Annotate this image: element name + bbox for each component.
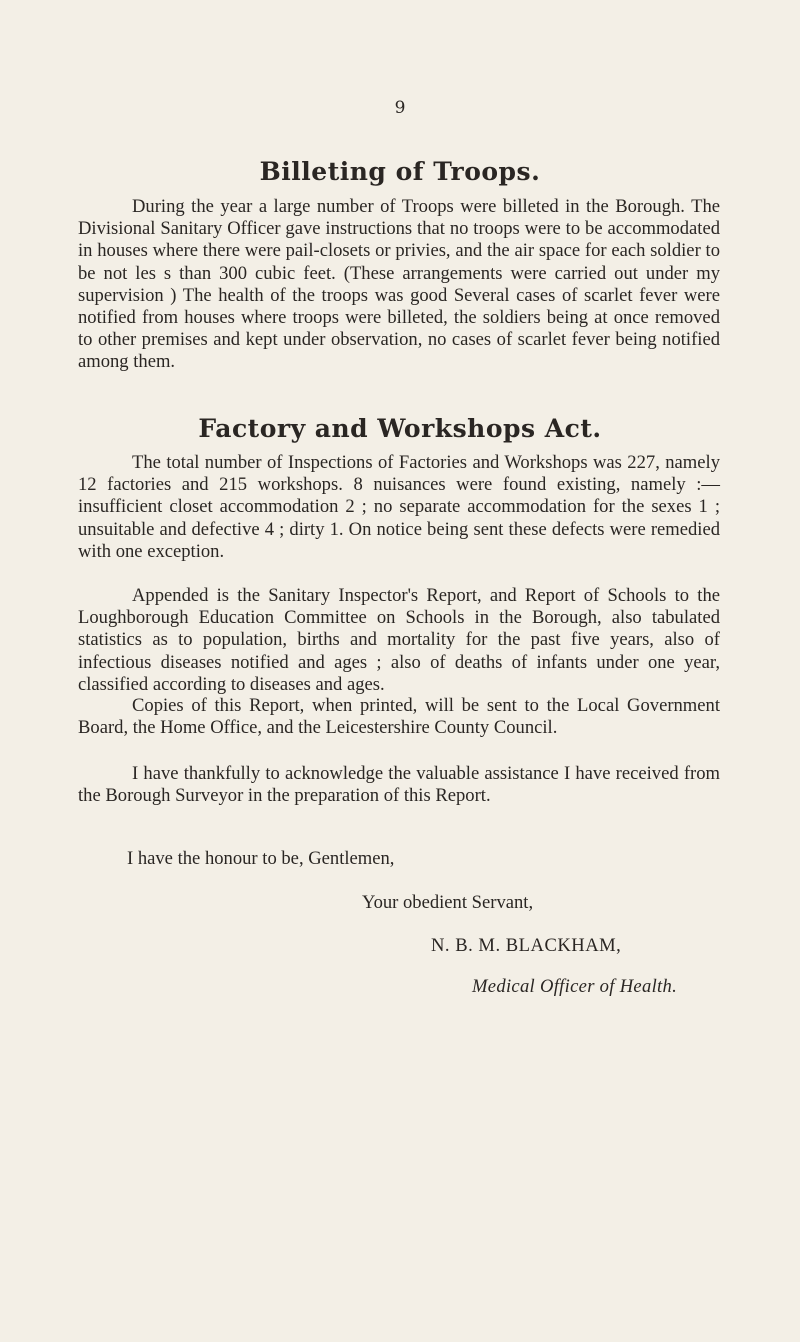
closing-valediction: Your obedient Servant, xyxy=(362,892,534,913)
paragraph-billeting: During the year a large number of Troops were billeted in the Borough. The Divisional Sanitary Officer gave instructions that no troops were to be accommodated in houses where there were pail-closets or privies, and the air space for each soldier to be not les s than 300 cubic feet. (These arrangements were carried out under my supervision ) The health of the troops was good Several cases of scarlet fever were notified from houses where troops were billeted, the soldiers being at once removed to other premises and kept under observation, no cases of scarlet fever being notified among them. xyxy=(78,196,720,373)
page-number: 9 xyxy=(394,98,406,118)
section-heading-billeting: Billeting of Troops. xyxy=(259,157,541,186)
paragraph-acknowledgement: I have thankfully to acknowledge the valuable assistance I have received from the Borough Surveyor in the preparation of this Report. xyxy=(78,763,720,807)
paragraph-inspections: The total number of Inspections of Factories and Workshops was 227, namely 12 factories and 215 workshops. 8 nuisances were found existing, namely :—insufficient closet accommodation 2 ; no separate accommodation for the sexes 1 ; unsuitable and defective 4 ; dirty 1. On notice being sent these defects were remedied with one exception. xyxy=(78,452,720,562)
section-heading-factory-act: Factory and Workshops Act. xyxy=(198,414,602,443)
signatory-name: N. B. M. BLACKHAM, xyxy=(431,935,622,956)
closing-salutation: I have the honour to be, Gentlemen, xyxy=(127,848,395,869)
paragraph-appended-reports: Appended is the Sanitary Inspector's Report, and Report of Schools to the Loughborough Education Committee on Schools in the Borough, also tabulated statistics as to population, births and mortality for the past five years, also of infectious diseases notified and ages ; also of deaths of infants under one year, classified according to diseases and ages. xyxy=(78,585,720,695)
signatory-title: Medical Officer of Health. xyxy=(472,976,678,997)
paragraph-copies: Copies of this Report, when printed, will be sent to the Local Government Board, the Home Office, and the Leicestershire County Council. xyxy=(78,695,720,739)
